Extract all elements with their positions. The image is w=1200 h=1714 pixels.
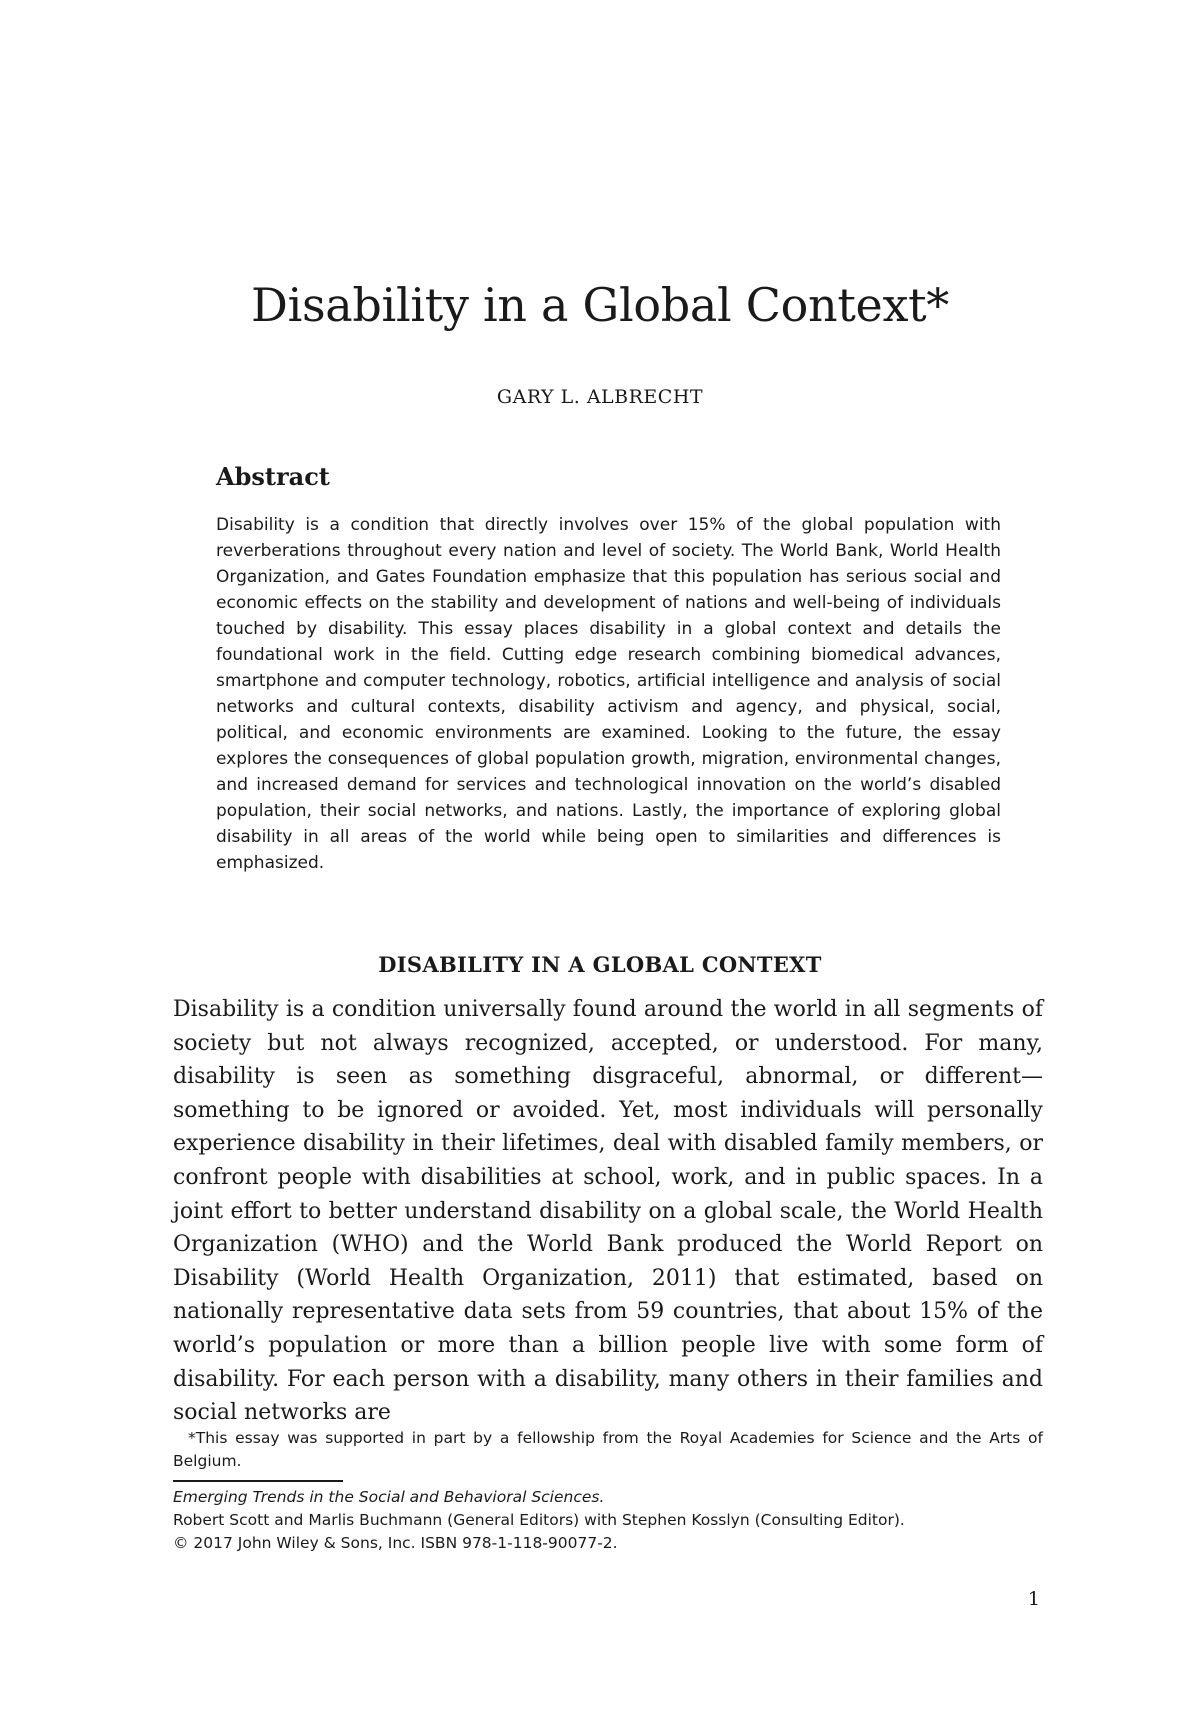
citation-block — [173, 1486, 1043, 1555]
section-heading: DISABILITY IN A GLOBAL CONTEXT — [378, 952, 822, 977]
document-title: Disability in a Global Context* — [250, 278, 950, 332]
section-body-text: Disability is a condition universally found around the world in all segments of society but not always recognized, accepted, or understood. For many, disability is seen as something disgraceful, abnormal, or different—something to be ignored or avoided. Yet, most individuals will personally experience disability in their lifetimes, deal with disabled family members, or confront people with disabilities at school, work, and in public spaces. In a joint effort to better understand disability on a global scale, the World Health Organization (WHO) and the World Bank produced the World Report on Disability (World Health Organization, 2011) that estimated, based on nationally representative data sets from 59 countries, that about 15% of the world’s population or more than a billion people live with some form of disability. For each person with a disability, many others in their families and social networks are — [173, 997, 1043, 1426]
footnote: *This essay was supported in part by a fellowship from the Royal Academies for Science and the Arts of Belgium. — [173, 1429, 1043, 1470]
footnote-divider — [173, 1480, 343, 1482]
page-number: 1 — [1027, 1588, 1040, 1610]
abstract-heading: Abstract — [216, 462, 330, 491]
author-name: GARY L. ALBRECHT — [496, 386, 704, 408]
citation-copyright: © 2017 John Wiley & Sons, Inc. ISBN 978-1-118-90077-2. — [173, 1534, 618, 1552]
citation-editors: Robert Scott and Marlis Buchmann (General Editors) with Stephen Kosslyn (Consulting Editor). — [173, 1511, 905, 1529]
citation-series: Emerging Trends in the Social and Behavioral Sciences. — [173, 1488, 605, 1506]
abstract-text: Disability is a condition that directly involves over 15% of the global population with reverberations throughout every nation and level of society. The World Bank, World Health Organization, and Gates Foundation emphasize that this population has serious social and economic effects on the stability and development of nations and well-being of individuals touched by disability. This essay places disability in a global context and details the foundational work in the field. Cutting edge research combining biomedical advances, smartphone and computer technology, robotics, artificial intelligence and analysis of social networks and cultural contexts, disability activism and agency, and physical, social, political, and economic environments are examined. Looking to the future, the essay explores the consequences of global population growth, migration, environmental changes, and increased demand for services and technological innovation on the world’s disabled population, their social networks, and nations. Lastly, the importance of exploring global disability in all areas of the world while being open to similarities and differences is emphasized. — [216, 515, 1001, 873]
